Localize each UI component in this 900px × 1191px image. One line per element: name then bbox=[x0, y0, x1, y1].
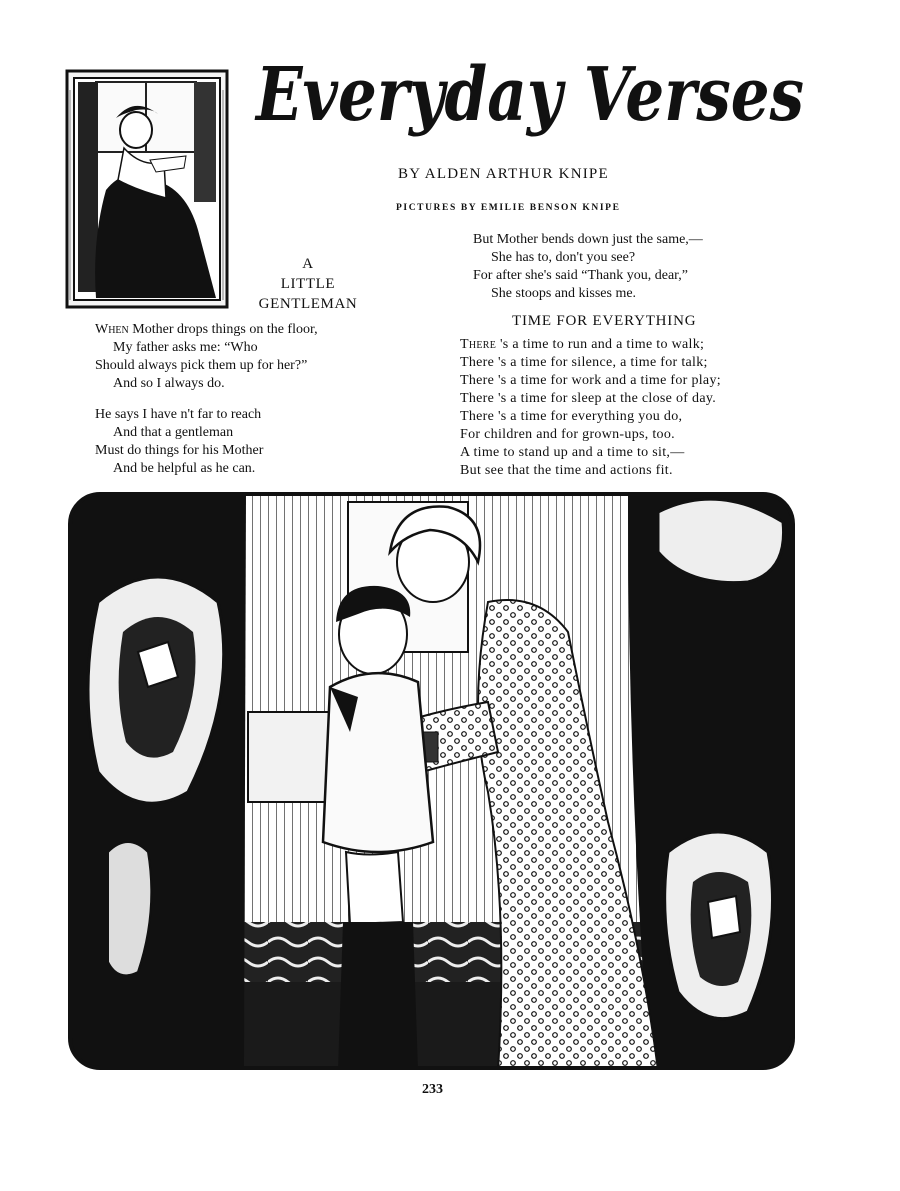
verse-line: And so I always do. bbox=[113, 376, 225, 391]
verse-text: Mother drops things on the floor, bbox=[128, 322, 318, 337]
verse-line: There 's a time for everything you do, bbox=[460, 409, 683, 424]
verse-line: There 's a time for sleep at the close of day. bbox=[460, 391, 717, 406]
verse-line: But see that the time and actions fit. bbox=[460, 463, 673, 478]
poem-title-time-for-everything: TIME FOR EVERYTHING bbox=[512, 313, 697, 329]
verse-line: There 's a time for silence, a time for talk; bbox=[460, 355, 708, 370]
vignette-illustration bbox=[66, 70, 228, 308]
verse-line: Should always pick them up for her?” bbox=[95, 358, 308, 373]
verse-line bbox=[460, 336, 721, 354]
verse-line: There 's a time for work and a time for play; bbox=[460, 373, 721, 388]
verse-line bbox=[95, 321, 318, 339]
poem-title-line: LITTLE bbox=[280, 276, 336, 292]
main-illustration bbox=[68, 492, 795, 1070]
verse-line: He says I have n't far to reach bbox=[95, 407, 262, 422]
verse-line: A time to stand up and a time to sit,— bbox=[460, 445, 685, 460]
verse-text: 's a time to run and a time to walk; bbox=[496, 337, 705, 352]
poem1-stanza-1 bbox=[95, 321, 318, 393]
poem-title-line: A bbox=[302, 256, 314, 272]
drop-word: When bbox=[95, 322, 129, 337]
verse-line: Must do things for his Mother bbox=[95, 443, 264, 458]
verse-line: And that a gentleman bbox=[113, 425, 234, 440]
verse-line: And be helpful as he can. bbox=[113, 461, 256, 476]
page-number: 233 bbox=[422, 1082, 443, 1097]
byline: BY ALDEN ARTHUR KNIPE bbox=[398, 166, 609, 182]
drop-word: There bbox=[460, 337, 497, 352]
page-title bbox=[252, 48, 812, 148]
verse-line: My father asks me: “Who bbox=[113, 340, 258, 355]
verse-line: She has to, don't you see? bbox=[491, 250, 636, 265]
poem1-stanza-3 bbox=[473, 231, 703, 303]
verse-line: For after she's said “Thank you, dear,” bbox=[473, 268, 688, 283]
poem-title-little-gentleman bbox=[252, 254, 364, 314]
verse-line: For children and for grown-ups, too. bbox=[460, 427, 675, 442]
poem-title-line: GENTLEMAN bbox=[258, 296, 358, 312]
pictures-credit: PICTURES BY EMILIE BENSON KNIPE bbox=[396, 203, 621, 213]
title-text: Everyday Verses bbox=[254, 52, 805, 138]
poem2-stanza bbox=[460, 336, 721, 480]
verse-line: But Mother bends down just the same,— bbox=[473, 232, 703, 247]
poem1-stanza-2 bbox=[95, 406, 263, 478]
verse-line: She stoops and kisses me. bbox=[491, 286, 637, 301]
